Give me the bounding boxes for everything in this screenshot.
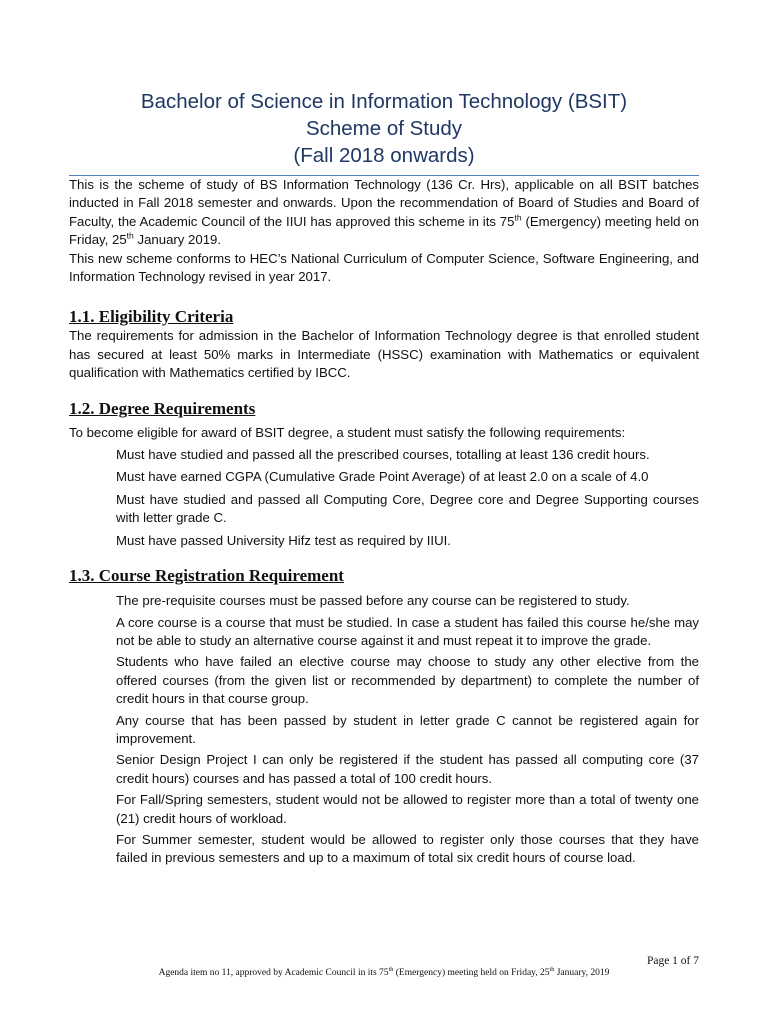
intro-paragraph-2: This new scheme conforms to HEC’s National Curriculum of Computer Science, Software Engineering, and Information Technology revised in year 2017. (69, 250, 699, 285)
title-line-1: Bachelor of Science in Information Technology (BSIT) (140, 90, 628, 113)
section-heading-registration: 1.3. Course Registration Requirement (69, 566, 344, 586)
document-title (69, 88, 699, 169)
list-item: The pre-requisite courses must be passed before any course can be registered to study. (116, 593, 630, 609)
title-line-3: (Fall 2018 onwards) (293, 144, 475, 167)
list-item: Senior Design Project I can only be registered if the student has passed all computing core (37 credit hours) courses and has passed a total of 100 credit hours. (116, 752, 699, 786)
eligibility-text: The requirements for admission in the Bachelor of Information Technology degree is that enrolled student has secured at least 50% marks in Intermediate (HSSC) examination with Mathematics or equivalent qualification with Mathematics certified by IBCC. (69, 328, 699, 381)
page-number: Page 1 of 7 (646, 955, 699, 967)
footer-note: Agenda item no 11, approved by Academic Council in its 75th (Emergency) meeting held on Friday, 25th January, 2019 (158, 966, 610, 978)
list-item: Students who have failed an elective course may choose to study any other elective from the offered courses (from the given list or recommended by department) to complete the number of credit hours in that course group. (116, 654, 699, 707)
list-item: Must have passed University Hifz test as required by IIUI. (116, 532, 451, 548)
list-item: Any course that has been passed by student in letter grade C cannot be registered again for improvement. (116, 712, 699, 746)
list-item: For Summer semester, student would be allowed to register only those courses that they have failed in previous semesters and up to a maximum of total six credit hours of course load. (116, 831, 699, 866)
list-item: A core course is a course that must be studied. In case a student has failed this course he/she may not be able to study an alternative course against it and must repeat it to improve the grade. (116, 614, 699, 648)
list-item: Must have studied and passed all Computing Core, Degree core and Degree Supporting courses with letter grade C. (116, 491, 699, 526)
registration-requirements-list (69, 592, 699, 868)
list-item: Must have studied and passed all the prescribed courses, totalling at least 136 credit hours. (116, 447, 650, 463)
degree-requirements-list (69, 446, 699, 550)
title-line-2: Scheme of Study (305, 117, 463, 140)
section-heading-degree: 1.2. Degree Requirements (69, 398, 256, 418)
degree-intro: To become eligible for award of BSIT degree, a student must satisfy the following requirements: (69, 424, 626, 440)
document-page (69, 0, 699, 868)
intro-paragraph-1: This is the scheme of study of BS Information Technology (136 Cr. Hrs), applicable on all BSIT batches inducted in Fall 2018 semester and onwards. Upon the recommendation of Board of Studies and Board of Faculty, the Academic Council of the IIUI has approved this scheme in its 75th (Emergency) meeting held on Friday, 25th January 2019. (69, 177, 699, 248)
list-item: Must have earned CGPA (Cumulative Grade Point Average) of at least 2.0 on a scale of 4.0 (116, 469, 649, 485)
section-heading-eligibility: 1.1. Eligibility Criteria (69, 307, 234, 327)
list-item: For Fall/Spring semesters, student would not be allowed to register more than a total of twenty one (21) credit hours of workload. (116, 792, 699, 826)
